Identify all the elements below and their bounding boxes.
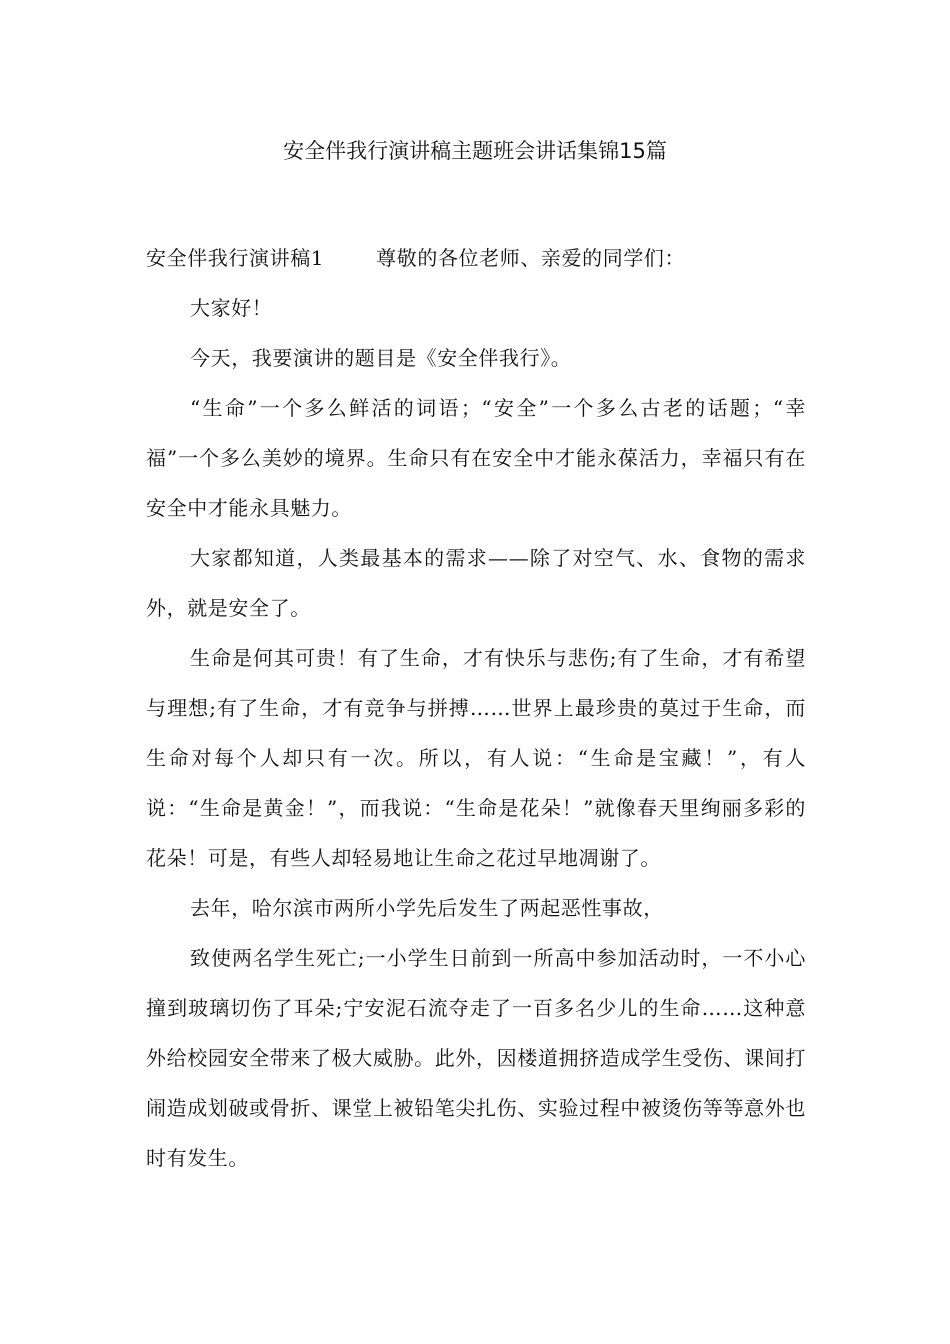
opening-line <box>146 233 806 283</box>
paragraph-greeting: 大家好！ <box>190 296 273 320</box>
paragraph-precious-life: 生命是何其可贵！有了生命，才有快乐与悲伤;有了生命，才有希望与理想;有了生命，才有竞争与拼搏……世界上最珍贵的莫过于生命，而生命对每个人却只有一次。所以，有人说：“生命是宝藏！”，有人说：“生命是黄金！”，而我说：“生命是花朵！”就像春天里绚丽多彩的花朵！可是，有些人却轻易地让生命之花过早地凋谢了。 <box>146 646 806 870</box>
salutation: 尊敬的各位老师、亲爱的同学们： <box>376 246 686 270</box>
paragraph-accidents-detail: 致使两名学生死亡;一小学生日前到一所高中参加活动时，一不小心撞到玻璃切伤了耳朵;宁安泥石流夺走了一百多名少儿的生命……这种意外给校园安全带来了极大威胁。此外，因楼道拥挤造成学生受伤、课间打闹造成划破或骨折、课堂上被铅笔尖扎伤、实验过程中被烫伤等等意外也时有发生。 <box>146 946 806 1170</box>
document-body <box>146 233 806 1183</box>
document-title: 安全伴我行演讲稿主题班会讲话集锦15篇 <box>283 139 667 163</box>
paragraph-topic: 今天，我要演讲的题目是《安全伴我行》。 <box>190 346 572 370</box>
paragraph-basic-needs: 大家都知道，人类最基本的需求——除了对空气、水、食物的需求外，就是安全了。 <box>146 546 806 620</box>
paragraph-accidents-intro: 去年，哈尔滨市两所小学先后发生了两起恶性事故， <box>190 896 664 920</box>
speech-subheading: 安全伴我行演讲稿1 <box>146 246 325 270</box>
paragraph-life-safety: “生命”一个多么鲜活的词语；“安全”一个多么古老的话题；“幸福”一个多么美妙的境界。生命只有在安全中才能永葆活力，幸福只有在安全中才能永具魅力。 <box>146 396 806 520</box>
